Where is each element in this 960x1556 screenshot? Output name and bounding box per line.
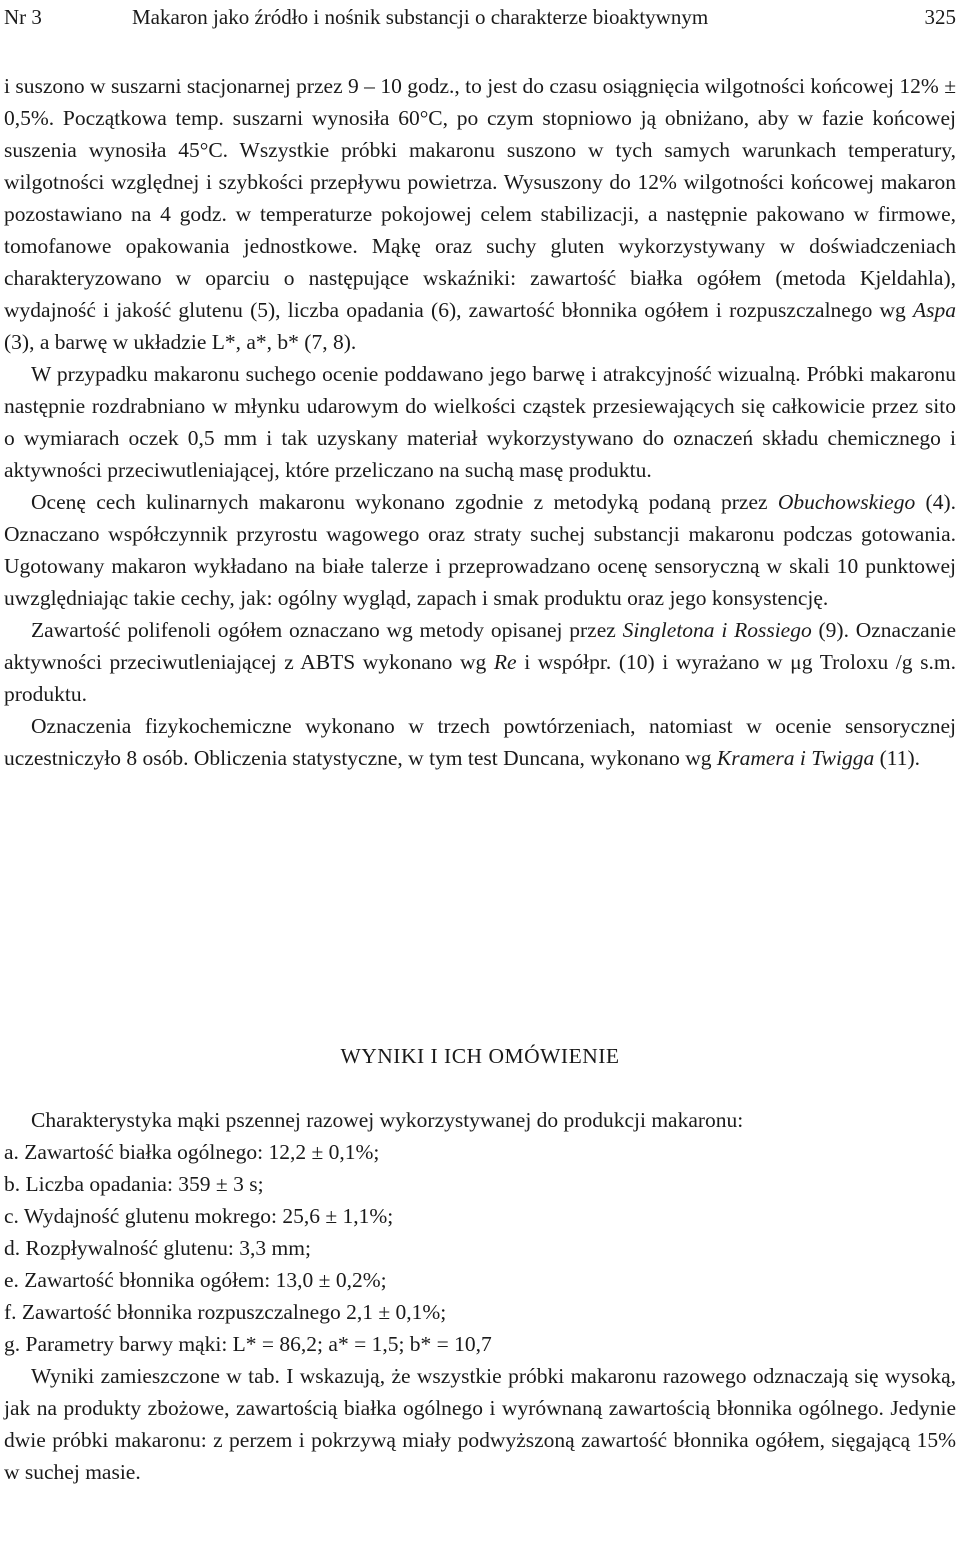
results-intro: Charakterystyka mąki pszennej razowej wykorzystywanej do produkcji makaronu: bbox=[31, 1108, 744, 1132]
list-item: d. Rozpływalność glutenu: 3,3 mm; bbox=[4, 1236, 311, 1260]
results-section bbox=[4, 1104, 956, 1488]
page-number: 325 bbox=[924, 5, 956, 29]
results-paragraph: Wyniki zamieszczone w tab. I wskazują, że wszystkie próbki makaronu razowego odznaczają się wysoką, jak na produkty zbożowe, zawartością białka ogólnego i wyrównaną zawartością błonnika ogólnego. Jedynie dwie próbki makaronu: z perzem i pokrzywą miały podwyższoną zawartość błonnika ogółem, sięgającą 15% w suchej masie. bbox=[4, 1364, 956, 1484]
list-item: e. Zawartość błonnika ogółem: 13,0 ± 0,2%; bbox=[4, 1268, 387, 1292]
paragraph-text: i współpr. (10) i wyrażano w μg Troloxu /g s.m. produktu. bbox=[4, 650, 956, 706]
paragraph-polyphenols bbox=[4, 614, 956, 710]
paragraph-text: Zawartość polifenoli ogółem oznaczano wg metody opisanej przez bbox=[31, 618, 623, 642]
paragraph-text: (9). Oznaczanie aktywności przeciwutleniającej z ABTS wykonano wg bbox=[4, 618, 956, 674]
running-header bbox=[4, 2, 956, 32]
methods-section bbox=[4, 70, 956, 774]
paragraph-dry-pasta bbox=[4, 358, 956, 486]
list-item: f. Zawartość błonnika rozpuszczalnego 2,1 ± 0,1%; bbox=[4, 1300, 447, 1324]
paragraph-culinary bbox=[4, 486, 956, 614]
paragraph-text: (11). bbox=[874, 746, 920, 770]
author-reference: Kramera i Twigga bbox=[716, 746, 875, 770]
list-item: a. Zawartość białka ogólnego: 12,2 ± 0,1%; bbox=[4, 1140, 380, 1164]
running-title: Makaron jako źródło i nośnik substancji o charakterze bioaktywnym bbox=[132, 5, 709, 29]
author-reference: Re bbox=[493, 650, 517, 674]
author-reference: Singletona i Rossiego bbox=[622, 618, 812, 642]
paragraph-text: Oznaczenia fizykochemiczne wykonano w trzech powtórzeniach, natomiast w ocenie sensorycznej uczestniczyło 8 osób. Obliczenia statystyczne, w tym test Duncana, wykonano wg bbox=[4, 714, 956, 770]
issue-number: Nr 3 bbox=[4, 5, 42, 29]
paragraph-text: (4). Oznaczano współczynnik przyrostu wagowego oraz straty suchej substancji makaronu podczas gotowania. Ugotowany makaron wykładano na białe talerze i przeprowadzano ocenę sensoryczną w skali 10 punktowej uwzględniając takie cechy, jak: ogólny wygląd, zapach i smak produktu oraz jego konsystencję. bbox=[4, 490, 956, 610]
paragraph-text: W przypadku makaronu suchego ocenie poddawano jego barwę i atrakcyjność wizualną. Próbki makaronu następnie rozdrabniano w młynku udarowym do wielkości cząstek przesiewających się całkowicie przez sito o wymiarach oczek 0,5 mm i tak uzyskany materiał wykorzystywano do oznaczeń składu chemicznego i aktywności przeciwutleniającej, które przeliczano na suchą masę produktu. bbox=[4, 362, 956, 482]
paragraph-statistics bbox=[4, 710, 956, 774]
section-heading: WYNIKI I ICH OMÓWIENIE bbox=[340, 1044, 620, 1068]
paragraph-text: Ocenę cech kulinarnych makaronu wykonano zgodnie z metodyką podaną przez bbox=[31, 490, 778, 514]
paragraph-text: (3), a barwę w układzie L*, a*, b* (7, 8). bbox=[4, 330, 357, 354]
paragraph-drying bbox=[4, 70, 956, 358]
list-item: b. Liczba opadania: 359 ± 3 s; bbox=[4, 1172, 264, 1196]
list-item: g. Parametry barwy mąki: L* = 86,2; a* = 1,5; b* = 10,7 bbox=[4, 1332, 492, 1356]
paragraph-text: i suszono w suszarni stacjonarnej przez 9 – 10 godz., to jest do czasu osiągnięcia wilgotności końcowej 12% ± 0,5%. Początkowa temp. suszarni wynosiła 60°C, po czym stopniowo ją obniżano, aby w fazie końcowej suszenia wynosiła 45°C. Wszystkie próbki makaronu suszono w tych samych warunkach temperatury, wilgotności względnej i szybkości przepływu powietrza. Wysuszony do 12% wilgotności końcowej makaron pozostawiano na 4 godz. w temperaturze pokojowej celem stabilizacji, a następnie pakowano w firmowe, tomofanowe opakowania jednostkowe. Mąkę oraz suchy gluten wykorzystywany w doświadczeniach charakteryzowano w oparciu o następujące wskaźniki: zawartość białka ogółem (metoda Kjeldahla), wydajność i jakość glutenu (5), liczba opadania (6), zawartość błonnika ogółem i rozpuszczalnego wg bbox=[4, 74, 956, 322]
author-reference: Aspa bbox=[913, 298, 956, 322]
flour-characteristics-list bbox=[4, 1136, 956, 1360]
author-reference: Obuchowskiego bbox=[777, 490, 916, 514]
list-item: c. Wydajność glutenu mokrego: 25,6 ± 1,1%; bbox=[4, 1204, 394, 1228]
